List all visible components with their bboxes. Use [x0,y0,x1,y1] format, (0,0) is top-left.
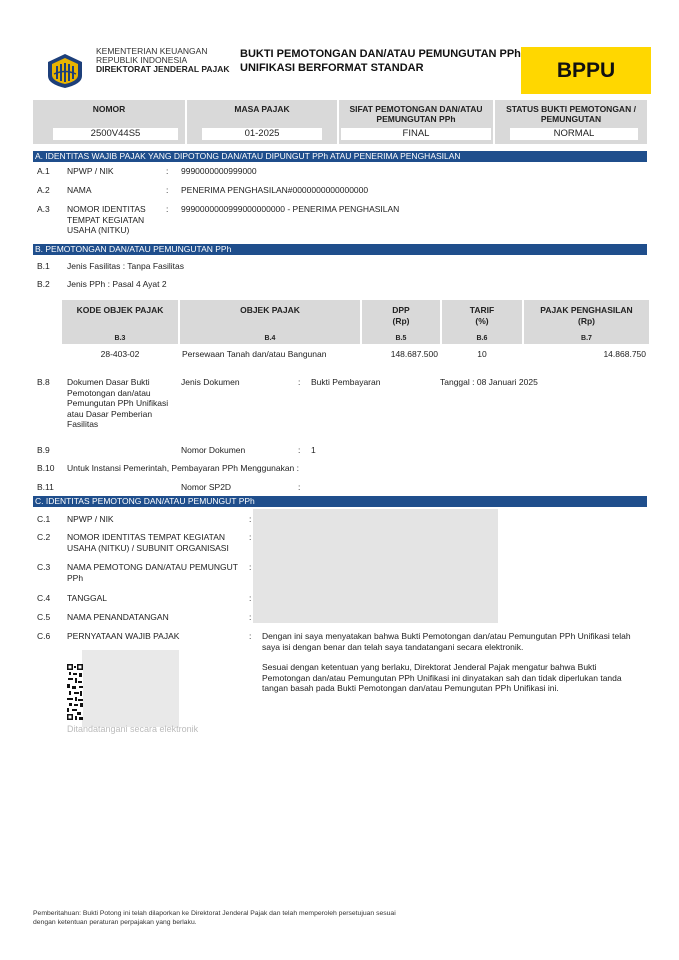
a3-label-line-2: TEMPAT KEGIATAN [67,214,145,225]
c3-code: C.3 [37,562,51,572]
c2-label-line-1: NOMOR IDENTITAS TEMPAT KEGIATAN [67,532,226,542]
b8-label [67,377,168,430]
signed-note: Ditandatangani secara elektronik [67,724,199,734]
c3-label-line-1: NAMA PEMOTONG DAN/ATAU PEMUNGUT [67,562,238,572]
redacted-issuer-block [253,509,498,623]
nomor-label: NOMOR [92,104,126,114]
tarif-code: B.6 [476,335,488,342]
nomor-value: 2500V44S5 [53,128,178,140]
b8-label-line-3: Pemungutan PPh Unifikasi [67,398,169,408]
table-header-pajak [524,300,649,344]
kode-header: KODE OBJEK PAJAK [76,305,164,315]
title-line-1: BUKTI PEMOTONGAN DAN/ATAU PEMUNGUTAN PPh [240,48,521,60]
ministry-line-2: REPUBLIK INDONESIA [96,55,188,65]
b8-label-line-1: Dokumen Dasar Bukti [67,377,150,387]
sifat-label-line-2: PEMUNGUTAN PPh [376,114,456,124]
a3-colon: : [166,204,169,214]
b2-text: Jenis PPh : Pasal 4 Ayat 2 [67,279,167,289]
a3-label-line-1: NOMOR IDENTITAS [67,204,146,214]
status-value: NORMAL [510,128,638,140]
a3-value: 9990000000999000000000 - PENERIMA PENGHASILAN [181,204,400,214]
dpp-code: B.5 [395,335,407,342]
document-info-header [33,100,647,144]
bppu-badge: BPPU [521,47,651,94]
tarif-header-line-2: (%) [475,316,489,326]
pajak-header-line-2: (Rp) [578,316,595,326]
a1-label: NPWP / NIK [67,166,114,176]
sifat-value: FINAL [341,128,491,140]
status-label-line-2: PEMUNGUTAN [540,114,602,124]
title-line-2: UNIFIKASI BERFORMAT STANDAR [240,62,424,74]
section-c-title: C. IDENTITAS PEMOTONG DAN/ATAU PEMUNGUT PPh [33,496,647,507]
row-dpp: 148.687.500 [390,349,438,359]
c5-label: NAMA PENANDATANGAN [67,612,169,622]
ministry-line-3: DIREKTORAT JENDERAL PAJAK [96,64,230,74]
b11-code: B.11 [37,482,54,492]
masa-pajak-value: 01-2025 [202,128,322,140]
c6-code: C.6 [37,631,51,641]
a2-colon: : [166,185,169,195]
tarif-header [442,305,522,327]
c2-label [67,532,229,553]
a2-label: NAMA [67,185,92,195]
b8-label-line-4: atau Dasar Pemberian [67,408,153,419]
signature-area [82,650,179,727]
statement-1: Dengan ini saya menyatakan bahwa Bukti Pemotongan dan/atau Pemungutan PPh Unifikasi telah saya isi dengan benar dan telah saya tandatangani secara elektronik. [262,631,631,652]
a1-colon: : [166,166,169,176]
c3-label-line-2: PPh [67,572,84,583]
c1-code: C.1 [37,514,51,524]
b8-tanggal: Tanggal : 08 Januari 2025 [440,377,538,387]
section-b-title: B. PEMOTONGAN DAN/ATAU PEMUNGUTAN PPh [33,244,647,255]
dpp-header-line-2: (Rp) [392,316,410,326]
sifat-column [339,100,493,144]
c2-colon: : [249,532,252,542]
objek-code: B.4 [264,335,276,342]
sifat-label-line-1: SIFAT PEMOTONGAN DAN/ATAU [349,104,483,114]
status-label-line-1: STATUS BUKTI PEMOTONGAN / [506,104,636,114]
tarif-header-line-1: TARIF [469,305,495,315]
status-column [495,100,647,144]
a3-label-line-3: USAHA (NITKU) [67,225,130,235]
c1-label: NPWP / NIK [67,514,114,524]
a3-code: A.3 [37,204,50,214]
masa-pajak-label: MASA PAJAK [234,104,290,114]
footer-line-1: Pemberitahuan: Bukti Potong ini telah dilaporkan ke Direktorat Jenderal Pajak dan telah memperoleh persetujuan sesuai [33,910,396,917]
statement-2: Sesuai dengan ketentuan yang berlaku, Direktorat Jenderal Pajak mengatur bahwa Bukti Pemotongan dan/atau Pemungutan PPh Unifikasi ini dinyatakan sah dan tidak diperlukan tanda tangan basah pada Bukti Pemotongan dan/atau Pemungutan PPh Unifikasi ini. [262,662,622,693]
b9-colon: : [298,445,301,455]
b11-label: Nomor SP2D [181,482,232,492]
table-header-kode [62,300,178,344]
status-label [495,104,647,124]
c5-colon: : [249,612,252,622]
c4-colon: : [249,593,252,603]
row-objek: Persewaan Tanah dan/atau Bangunan [182,349,327,359]
c6-label: PERNYATAAN WAJIB PAJAK [67,631,180,641]
section-a-title: A. IDENTITAS WAJIB PAJAK YANG DIPOTONG DAN/ATAU DIPUNGUT PPh ATAU PENERIMA PENGHASILAN [33,151,647,162]
c3-colon: : [249,562,252,572]
ministry-name [96,47,230,74]
a1-value: 9990000000999000 [181,166,257,176]
c2-label-line-2: USAHA (NITKU) / SUBUNIT ORGANISASI [67,542,229,553]
pajak-header-line-1: PAJAK PENGHASILAN [540,305,633,315]
sifat-label [339,104,493,124]
objek-header: OBJEK PAJAK [240,305,300,315]
b8-jenis-value: Bukti Pembayaran [311,377,381,387]
b9-label: Nomor Dokumen [181,445,246,455]
document-title [240,47,521,75]
qr-code-icon [67,664,83,720]
masa-pajak-column [187,100,337,144]
djp-logo [44,52,86,90]
c2-code: C.2 [37,532,51,542]
a1-code: A.1 [37,166,50,176]
c5-code: C.5 [37,612,51,622]
row-pajak: 14.868.750 [603,349,646,359]
pajak-header [524,305,649,327]
pajak-code: B.7 [581,335,592,342]
table-header-tarif [442,300,522,344]
b10-code: B.10 [37,463,55,473]
dpp-header-line-1: DPP [392,305,410,315]
ministry-line-1: KEMENTERIAN KEUANGAN [96,46,208,56]
c6-colon: : [249,631,252,641]
b8-label-line-5: Fasilitas [67,419,99,429]
b9-code: B.9 [37,445,50,455]
a2-code: A.2 [37,185,50,195]
row-tarif: 10 [477,349,487,359]
c1-colon: : [249,514,252,524]
footer-note [33,909,396,927]
c4-label: TANGGAL [67,593,107,603]
b8-code: B.8 [37,377,50,387]
dpp-header [362,305,440,327]
b10-text: Untuk Instansi Pemerintah, Pembayaran PPh Menggunakan : [67,463,299,473]
b8-label-line-2: Pemotongan dan/atau [67,387,151,398]
b8-jenis-label: Jenis Dokumen [181,377,240,387]
b8-colon: : [298,377,301,387]
nomor-column [33,100,185,144]
kode-code: B.3 [114,335,126,342]
b11-colon: : [298,482,301,492]
c4-code: C.4 [37,593,51,603]
a2-value: PENERIMA PENGHASILAN#0000000000000000 [181,185,369,195]
table-header-dpp [362,300,440,344]
b1-text: Jenis Fasilitas : Tanpa Fasilitas [67,261,185,271]
c3-label [67,562,238,583]
b2-code: B.2 [37,279,50,289]
b1-code: B.1 [37,261,50,271]
row-kode: 28-403-02 [100,349,140,359]
table-header-objek [180,300,360,344]
footer-line-2: dengan ketentuan peraturan perpajakan yang berlaku. [33,919,197,926]
a3-label [67,204,146,236]
b9-value: 1 [311,445,316,455]
